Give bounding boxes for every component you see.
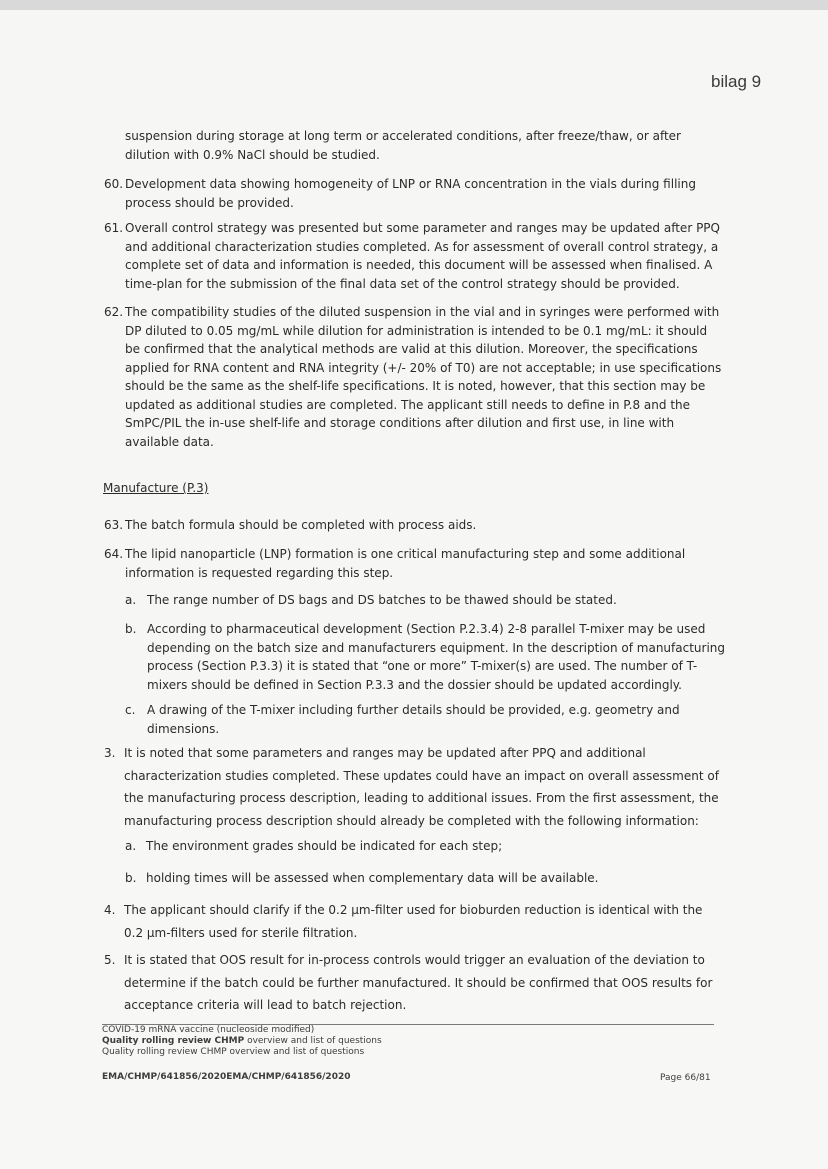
scan-top-edge [0,0,828,10]
item-number: 4. [104,903,116,917]
text-line: DP diluted to 0.05 mg/mL while dilution for administration is intended to be 0.1 mg/mL: it should [125,323,708,338]
item-number: 62. [104,305,124,319]
text-line: The lipid nanoparticle (LNP) formation is one critical manufacturing step and some additional [125,547,686,561]
text-line: process (Section P.3.3) it is stated that “one or more” T-mixer(s) are used. The number of T- [147,659,698,673]
list-item-5 [104,949,724,1017]
text-line: dilution with 0.9% NaCl should be studied. [125,147,380,162]
text-line: Overall control strategy was presented but some parameter and ranges may be updated after PPQ [125,221,720,235]
annex-tag: bilag 9 [711,72,762,91]
text-line: time-plan for the submission of the final data set of the control strategy should be provided. [125,276,680,291]
text-line: updated as additional studies are completed. The applicant still needs to define in P.8 and the [125,397,691,412]
item-number: 5. [104,953,116,967]
list-item-64 [104,545,724,585]
sub-item-64c [125,701,725,741]
text-line: According to pharmaceutical development (Section P.2.3.4) 2-8 parallel T-mixer may be used [147,622,706,636]
text-line: It is noted that some parameters and ranges may be updated after PPQ and additional [124,746,646,760]
text-line: It is stated that OOS result for in-process controls would trigger an evaluation of the deviation to [124,953,705,967]
footer-title [102,1036,382,1047]
list-item-3 [104,742,724,832]
text-line: SmPC/PIL the in-use shelf-life and storage conditions after dilution and first use, in line with [125,416,675,430]
text-line: information is requested regarding this step. [125,565,394,580]
item-letter: a. [125,593,137,607]
text-line: process should be provided. [125,195,294,210]
list-item-62 [104,303,724,453]
text-line: and additional characterization studies completed. As for assessment of overall control strategy, a [125,239,719,254]
list-item-63 [104,516,724,536]
item-number: 3. [104,746,116,760]
text-line: determine if the batch could be further manufactured. It should be confirmed that OOS results for [124,975,713,990]
document-id: EMA/CHMP/641856/2020EMA/CHMP/641856/2020 [102,1072,351,1082]
list-item-61 [104,219,724,295]
text-line: applied for RNA content and RNA integrity (+/- 20% of T0) are not acceptable; in use specifications [125,360,722,375]
text-line: 0.2 µm-filters used for sterile filtration. [124,925,358,940]
sub-item-64b [125,620,725,696]
text-line: be confirmed that the analytical methods are valid at this dilution. Moreover, the specifications [125,342,698,356]
text-line: mixers should be defined in Section P.3.3 and the dossier should be updated accordingly. [147,677,682,692]
text-line: Development data showing homogeneity of LNP or RNA concentration in the vials during filling [125,177,696,191]
sub-item-3b [125,869,725,889]
text-line: characterization studies completed. These updates could have an impact on overall assessment of [124,768,719,783]
text-line: the manufacturing process description, leading to additional issues. From the first assessment, the [124,791,719,805]
item-letter: b. [125,622,137,636]
footer-title-bold: Quality rolling review CHMP [102,1036,245,1046]
item-number: 64. [104,547,124,561]
item-letter: c. [125,703,136,717]
footer-title-rest: overview and list of questions [244,1036,382,1046]
list-item-60 [104,175,724,215]
text-line: depending on the batch size and manufacturers equipment. In the description of manufacturing [147,640,726,655]
text-line: The batch formula should be completed with process aids. [125,518,477,532]
item-number: 63. [104,518,124,532]
item-number: 60. [104,177,124,191]
footer-title-repeat: Quality rolling review CHMP overview and list of questions [102,1047,365,1057]
text-line: A drawing of the T-mixer including further details should be provided, e.g. geometry and [147,703,680,717]
item-letter: b. [125,871,137,885]
text-line: should be the same as the shelf-life specifications. It is noted, however, that this section may be [125,379,706,393]
text-line: The environment grades should be indicated for each step; [146,839,503,853]
text-line: manufacturing process description should already be completed with the following information: [124,813,699,828]
text-line: acceptance criteria will lead to batch rejection. [124,998,407,1012]
page-number: Page 66/81 [660,1073,711,1083]
text-line: The compatibility studies of the diluted suspension in the vial and in syringes were performed with [125,305,720,319]
text-line: complete set of data and information is needed, this document will be assessed when finalised. A [125,258,713,272]
section-heading: Manufacture (P.3) [103,481,209,495]
sub-item-3a [125,837,725,857]
text-line: suspension during storage at long term or accelerated conditions, after freeze/thaw, or after [125,129,681,143]
text-line: dimensions. [147,721,220,736]
item-letter: a. [125,839,137,853]
text-line: The applicant should clarify if the 0.2 µm-filter used for bioburden reduction is identical with the [124,903,703,917]
footer-product: COVID-19 mRNA vaccine (nucleoside modified) [102,1025,315,1035]
item-number: 61. [104,221,124,235]
sub-item-64a [125,591,725,611]
list-item-4 [104,899,724,945]
text-line: The range number of DS bags and DS batches to be thawed should be stated. [147,593,617,607]
text-line: holding times will be assessed when complementary data will be available. [146,871,599,885]
text-line: available data. [125,434,214,449]
